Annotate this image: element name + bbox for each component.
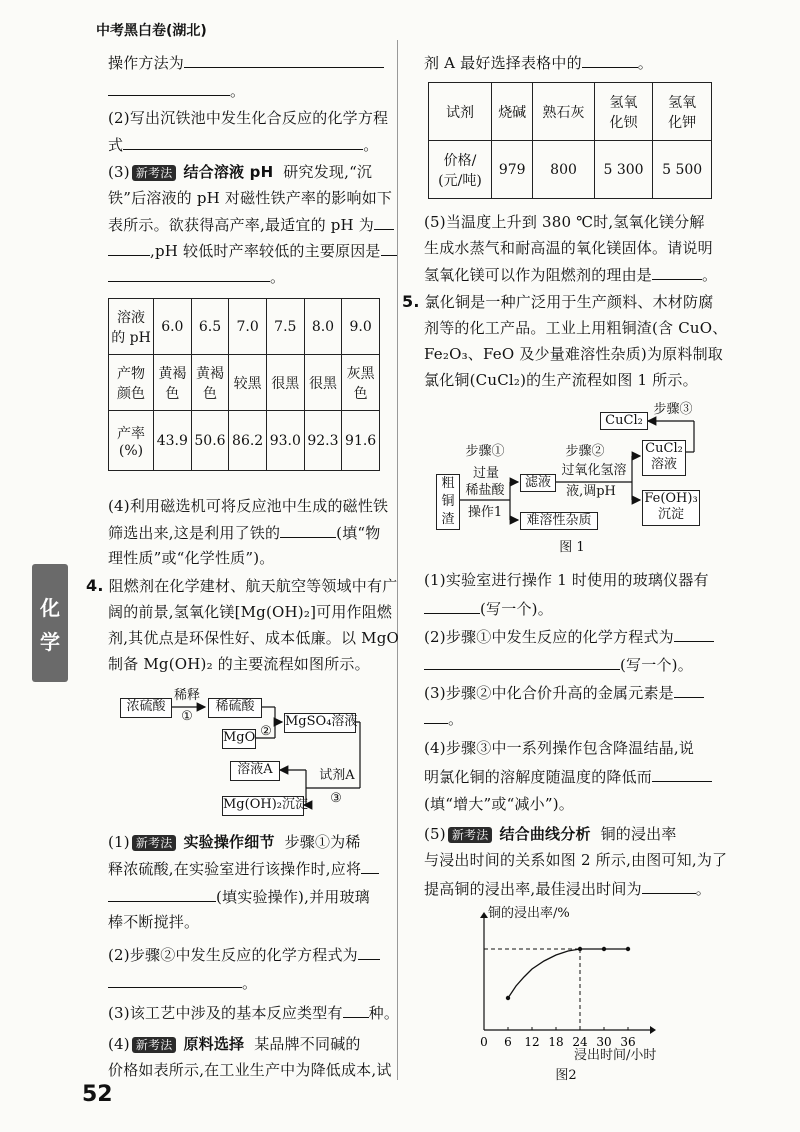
text-line: 释浓硫酸,在实验室进行该操作时,应将 — [108, 858, 379, 879]
text-line: 剂等的化工产品。工业上用粗铜渣(含 CuO、 — [424, 319, 728, 337]
table-cell: 86.2 — [229, 411, 267, 471]
chart-title: 图2 — [555, 1068, 577, 1083]
text-line: 制备 Mg(OH)₂ 的主要流程如图所示。 — [108, 655, 370, 673]
text-line: Fe₂O₃、FeO 及少量难溶性杂质)为原料制取 — [424, 345, 723, 363]
flow-label: 液,调pH — [566, 484, 616, 499]
text-line: (2)步骤①中发生反应的化学方程式为 — [424, 626, 714, 647]
text-line: 剂 A 最好选择表格中的 。 — [424, 54, 653, 72]
flow-box: Mg(OH)₂沉淀 — [222, 796, 304, 816]
problem-5-line: 5. 氯化铜是一种广泛用于生产颜料、木材防腐 — [402, 292, 714, 311]
flow-box: CuCl₂ — [600, 412, 648, 430]
text-line: 式 。 — [108, 136, 379, 154]
text-line: 提高铜的浸出率,最佳浸出时间为 。 — [424, 880, 711, 898]
new-method-badge: 新考法 — [132, 165, 177, 181]
x-tick-label: 6 — [504, 1035, 512, 1049]
table-cell: 熟石灰 — [533, 83, 594, 141]
subquestion-line: (5) 新考法 结合曲线分析 铜的浸出率 — [424, 825, 677, 843]
x-tick-label: 18 — [548, 1035, 564, 1049]
flow-label: 试剂A — [319, 768, 355, 783]
flow-label: 步骤① — [465, 444, 505, 459]
text-line: ,pH 较低时产率较低的主要原因是 — [108, 240, 397, 261]
table-cell: 800 — [533, 141, 594, 199]
x-tick-label: 36 — [620, 1035, 636, 1049]
problem-4-line: 4. 阻燃剂在化学建材、航天航空等领域中有广 — [86, 576, 398, 595]
text-line: (4)步骤③中一系列操作包含降温结晶,说 — [424, 739, 695, 757]
table-cell: 50.6 — [191, 411, 229, 471]
table-cell: 烧碱 — [492, 83, 533, 141]
flow-step: ③ — [330, 791, 342, 806]
text-line: 表所示。欲获得高产率,最适宜的 pH 为 — [108, 214, 394, 235]
table-cell: 7.5 — [266, 299, 304, 355]
table-cell: 5 300 — [594, 141, 653, 199]
table-cell: 氢氧 化钡 — [594, 83, 653, 141]
data-point — [626, 947, 630, 951]
text-line: 操作方法为 — [108, 52, 384, 73]
text-line: (4)利用磁选机可将反应池中生成的磁性铁 — [108, 497, 389, 515]
text-line: 。 — [424, 708, 463, 729]
table-cell: 8.0 — [304, 299, 342, 355]
table-header-cell: 价格/ (元/吨) — [429, 141, 492, 199]
text-line: 与浸出时间的关系如图 2 所示,由图可知,为了 — [424, 851, 728, 869]
table-cell: 91.6 — [342, 411, 380, 471]
x-tick-label: 12 — [524, 1035, 540, 1049]
text-line: 。 — [108, 266, 285, 287]
x-axis-arrow — [650, 1026, 656, 1034]
table-cell: 9.0 — [342, 299, 380, 355]
table-cell: 黄褐 色 — [191, 355, 229, 411]
text-line: 剂,其优点是环保性好、成本低廉。以 MgO — [108, 629, 399, 647]
text-line: 筛选出来,这是利用了铁的 (填“物 — [108, 524, 381, 542]
flow-step: ② — [260, 724, 272, 739]
text-line: 。 — [108, 972, 257, 993]
flow-label: 过氧化氢溶 — [561, 463, 627, 478]
text-line: (2)步骤②中发生反应的化学方程式为 — [108, 944, 380, 965]
table-header-cell: 溶液 的 pH — [109, 299, 154, 355]
table-cell: 灰黑 色 — [342, 355, 380, 411]
text-line: 氯化铜(CuCl₂)的生产流程如图 1 所示。 — [424, 371, 698, 389]
flow-box: 浓硫酸 — [120, 698, 172, 718]
text-line: 氢氧化镁可以作为阻燃剂的理由是 。 — [424, 266, 718, 284]
chart-xlabel: 浸出时间/小时 — [574, 1048, 657, 1063]
flow-step: ① — [181, 709, 193, 724]
text-line: (写一个)。 — [424, 654, 693, 675]
flow-box: MgO — [222, 729, 256, 749]
table-header-cell: 产率 (%) — [109, 411, 154, 471]
table-cell: 很黑 — [266, 355, 304, 411]
table-header-cell: 试剂 — [429, 83, 492, 141]
flow-box: 难溶性杂质 — [520, 512, 598, 530]
table-cell: 43.9 — [154, 411, 192, 471]
text-line: 。 — [108, 80, 245, 101]
flow-label: 步骤② — [565, 444, 605, 459]
flow-label: 稀释 — [173, 688, 200, 703]
flow-box: Fe(OH)₃ 沉淀 — [642, 490, 700, 526]
flow-box: CuCl₂ 溶液 — [642, 440, 686, 476]
running-header: 中考黑白卷(湖北) — [96, 23, 207, 39]
table-cell: 氢氧 化钾 — [653, 83, 712, 141]
x-tick-label: 24 — [572, 1035, 588, 1049]
table-cell: 5 500 — [653, 141, 712, 199]
text-line: 生成水蒸气和耐高温的氧化镁固体。请说明 — [424, 239, 713, 257]
text-line: 理性质”或“化学性质”)。 — [108, 549, 275, 567]
flow-label: 步骤③ — [653, 402, 693, 417]
subquestion-line: (1) 新考法 实验操作细节 步骤①为稀 — [108, 833, 361, 851]
flow-label: 过量 — [472, 466, 499, 481]
figure-caption: 图 1 — [559, 540, 585, 555]
table-cell: 黄褐 色 — [154, 355, 192, 411]
data-point — [578, 947, 582, 951]
page-number: 52 — [82, 1082, 113, 1107]
subject-tab-char: 学 — [40, 630, 60, 654]
chart-ylabel: 铜的浸出率/% — [488, 906, 570, 921]
text-line: 价格如表所示,在工业生产中为降低成本,试 — [108, 1061, 392, 1079]
text-line: (3)该工艺中涉及的基本反应类型有 种。 — [108, 1004, 400, 1022]
text-line: (2)写出沉铁池中发生化合反应的化学方程 — [108, 109, 389, 127]
data-point — [602, 947, 606, 951]
flow-label: 稀盐酸 — [465, 483, 505, 498]
text-line: (写一个)。 — [424, 598, 553, 619]
table-header-cell: 产物 颜色 — [109, 355, 154, 411]
data-point — [506, 996, 510, 1000]
table-cell: 较黑 — [229, 355, 267, 411]
new-method-badge: 新考法 — [132, 1037, 177, 1053]
x-tick-label: 0 — [480, 1035, 488, 1049]
table-cell: 6.0 — [154, 299, 192, 355]
subquestion-line: (4) 新考法 原料选择 某品牌不同碱的 — [108, 1035, 361, 1053]
flow-label: 操作1 — [467, 505, 503, 520]
flow-box: 稀硫酸 — [208, 698, 262, 718]
text-line: 铁”后溶液的 pH 对磁性铁产率的影响如下 — [108, 189, 393, 207]
new-method-badge: 新考法 — [448, 827, 493, 843]
table-cell: 很黑 — [304, 355, 342, 411]
text-line: (填实验操作),并用玻璃 — [108, 886, 370, 907]
text-line: (5)当温度上升到 380 ℃时,氢氧化镁分解 — [424, 213, 705, 231]
text-line: 阔的前景,氢氧化镁[Mg(OH)₂]可用作阻燃 — [108, 603, 393, 621]
table-cell: 92.3 — [304, 411, 342, 471]
x-tick-label: 30 — [596, 1035, 612, 1049]
text-line: (1)实验室进行操作 1 时使用的玻璃仪器有 — [424, 571, 709, 589]
series-line — [508, 949, 628, 998]
flow-box: 溶液A — [230, 761, 280, 781]
table-cell: 93.0 — [266, 411, 304, 471]
text-line: (3)步骤②中化合价升高的金属元素是 — [424, 682, 704, 703]
question-3-line: (3) 新考法 结合溶液 pH 研究发现,“沉 — [108, 163, 373, 181]
flow-box: 滤液 — [520, 474, 556, 492]
new-method-badge: 新考法 — [132, 835, 177, 851]
y-axis-arrow — [480, 912, 488, 918]
flow-box: 粗铜渣 — [436, 474, 460, 530]
table-cell: 6.5 — [191, 299, 229, 355]
text-line: 棒不断搅拌。 — [108, 913, 200, 931]
text-line: 明氯化铜的溶解度随温度的降低而 — [424, 766, 712, 787]
flow-box: MgSO₄溶液 — [284, 713, 356, 733]
text-line: (填“增大”或“减小”)。 — [424, 795, 574, 813]
table-cell: 7.0 — [229, 299, 267, 355]
table-cell: 979 — [492, 141, 533, 199]
subject-tab-char: 化 — [40, 596, 60, 620]
